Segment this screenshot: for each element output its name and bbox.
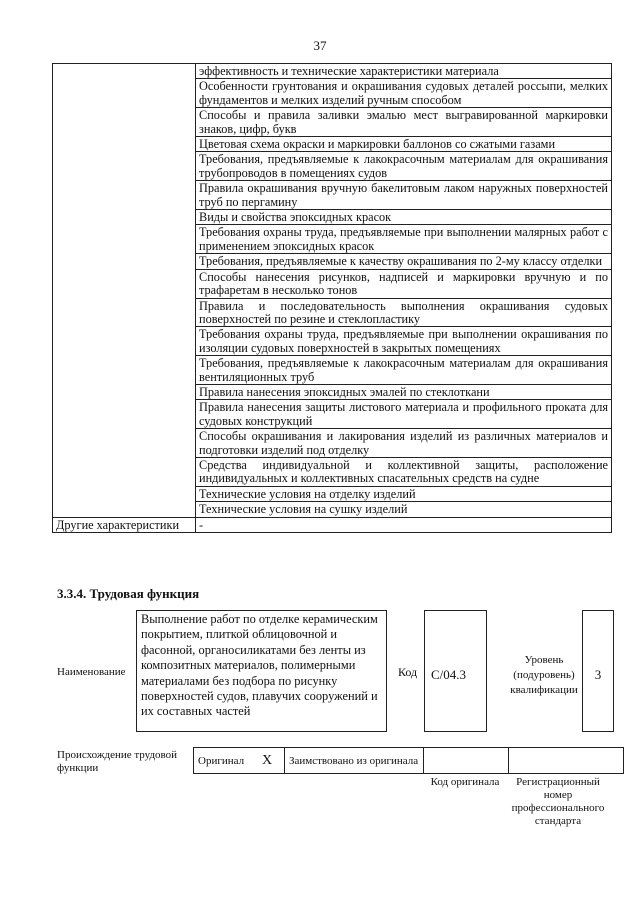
other-characteristics-label: Другие характеристики xyxy=(53,517,196,532)
code-box xyxy=(424,610,487,732)
knowledge-item: Требования, предъявляемые к лакокрасочным материалам для окрашивания трубопроводов в помещениях судов xyxy=(196,152,612,181)
knowledge-item: Технические условия на сушку изделий xyxy=(196,502,612,517)
code-value: C/04.3 xyxy=(431,667,467,682)
knowledge-item: Правила и последовательность выполнения окрашивания судовых поверхностей по резине и стеклопластику xyxy=(196,298,612,327)
knowledge-item: Правила нанесения защиты листового материала и профильного проката для судовых конструкций xyxy=(196,400,612,429)
level-value: 3 xyxy=(594,667,602,682)
knowledge-item: Особенности грунтования и окрашивания судовых деталей россыпи, мелких фундаментов и мелких изделий ручным способом xyxy=(196,79,612,108)
page-number: 37 xyxy=(313,38,327,53)
original-label: Оригинал xyxy=(194,748,251,774)
knowledge-item: Требования охраны труда, предъявляемые при выполнении малярных работ с применением эпоксидных красок xyxy=(196,225,612,254)
origin-label: Происхождение трудовой функции xyxy=(57,749,178,774)
knowledge-item: Правила нанесения эпоксидных эмалей по стеклоткани xyxy=(196,384,612,399)
level-box xyxy=(582,610,614,732)
original-mark: X xyxy=(250,748,285,774)
knowledge-item: Цветовая схема окраски и маркировки баллонов со сжатыми газами xyxy=(196,137,612,152)
knowledge-item: Способы нанесения рисунков, надписей и маркировки вручную и по трафаретам в несколько тонов xyxy=(196,269,612,298)
knowledge-item: Виды и свойства эпоксидных красок xyxy=(196,210,612,225)
origin-table xyxy=(193,747,624,774)
code-original-cell xyxy=(424,748,509,774)
knowledge-item: Технические условия на отделку изделий xyxy=(196,486,612,501)
knowledge-item: Способы и правила заливки эмалью мест выгравированной маркировки знаков, цифр, букв xyxy=(196,108,612,137)
other-characteristics-value: - xyxy=(196,517,612,532)
knowledge-item: Правила окрашивания вручную бакелитовым лаком наружных поверхностей труб по пергамину xyxy=(196,181,612,210)
knowledge-item: Требования охраны труда, предъявляемые при выполнении окрашивания по изоляции судовых поверхностей в закрытых помещениях xyxy=(196,327,612,356)
name-label: Наименование xyxy=(57,666,126,678)
knowledge-item: Средства индивидуальной и коллективной защиты, расположение индивидуальных и коллективных спасательных средств на судне xyxy=(196,457,612,486)
knowledge-item: эффективность и технические характеристики материала xyxy=(196,64,612,79)
function-name-box: Выполнение работ по отделке керамическим покрытием, плиткой облицовочной и фасонной, органосиликатами без ленты из композитных материалов, полимерными материалами без подбора по рисунку поверхностей судов, плавучих сооружений и их составных частей xyxy=(136,610,387,732)
reg-number-label: Регистрационный номер профессионального стандарта xyxy=(511,776,605,827)
code-label: Код xyxy=(398,665,418,679)
borrowed-label: Заимствовано из оригинала xyxy=(285,748,424,774)
level-label: Уровень (подуровень) квалификации xyxy=(510,654,578,696)
knowledge-table xyxy=(52,63,612,533)
reg-number-cell xyxy=(509,748,624,774)
knowledge-item: Способы окрашивания и лакирования изделий из различных материалов и подготовки изделий под отделку xyxy=(196,429,612,458)
knowledge-item: Требования, предъявляемые к лакокрасочным материалам для окрашивания вентиляционных труб xyxy=(196,356,612,385)
knowledge-item: Требования, предъявляемые к качеству окрашивания по 2-му классу отделки xyxy=(196,254,612,269)
section-title: 3.3.4. Трудовая функция xyxy=(57,586,200,601)
code-original-label: Код оригинала xyxy=(430,776,500,788)
left-empty-cell xyxy=(53,64,196,518)
